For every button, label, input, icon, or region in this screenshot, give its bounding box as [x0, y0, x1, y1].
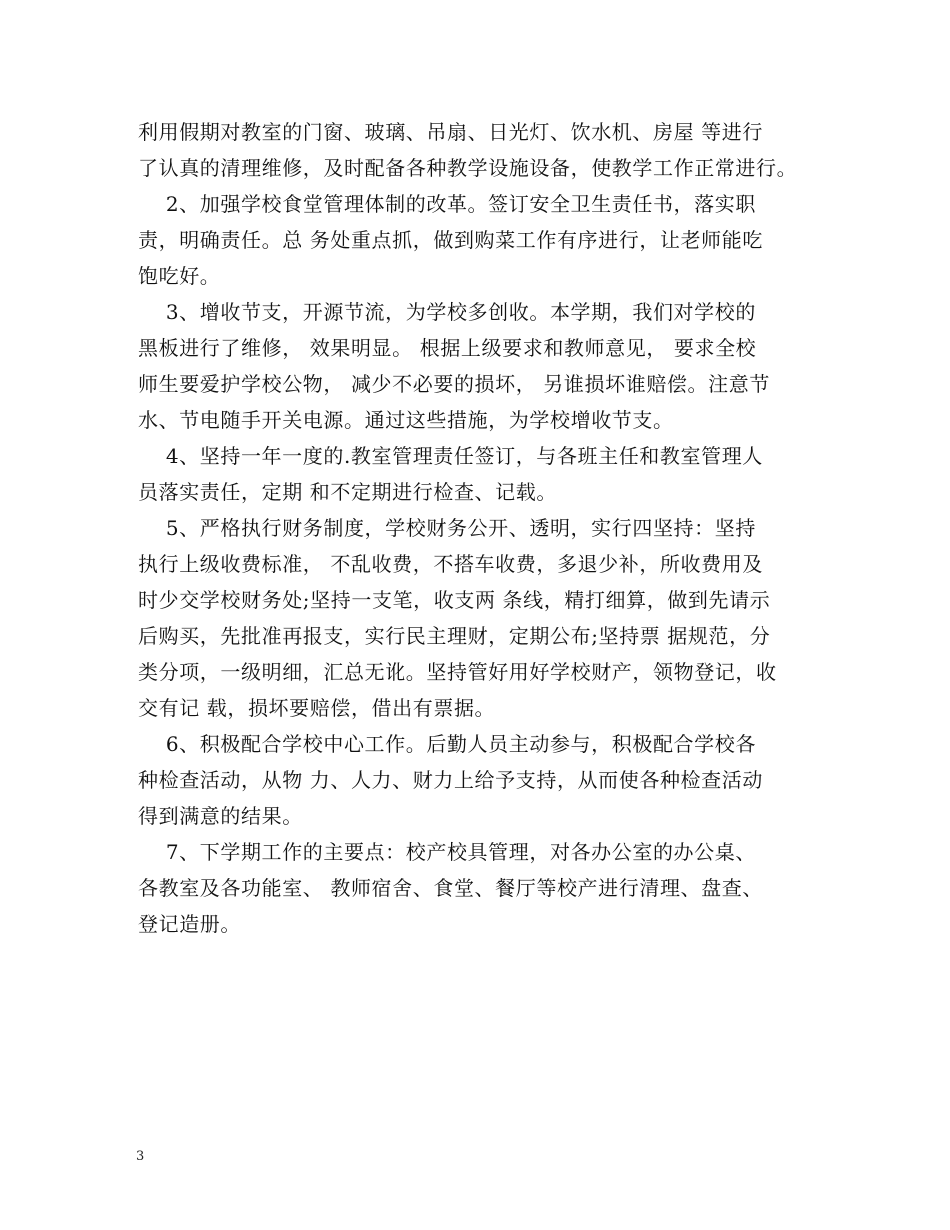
- text-line: 种检查活动，从物 力、人力、财力上给予支持，从而使各种检查活动: [138, 768, 763, 792]
- text-line: 3、增收节支，开源节流，为学校多创收。本学期，我们对学校的: [138, 300, 756, 324]
- text-line: 水、节电随手开关电源。通过这些措施，为学校增收节支。: [138, 408, 674, 432]
- text-line: 得到满意的结果。: [138, 804, 303, 828]
- text-line: 6、积极配合学校中心工作。后勤人员主动参与，积极配合学校各: [138, 732, 756, 756]
- page-number: 3: [136, 1149, 145, 1164]
- text-line: 利用假期对教室的门窗、玻璃、吊扇、日光灯、饮水机、房屋 等进行: [138, 120, 763, 144]
- text-line: 饱吃好。: [138, 264, 221, 288]
- text-line: 登记造册。: [138, 912, 241, 936]
- text-line: 了认真的清理维修，及时配备各种教学设施设备，使教学工作正常进行。: [138, 156, 798, 180]
- text-line: 4、坚持一年一度的.教室管理责任签订，与各班主任和教室管理人: [138, 444, 763, 468]
- text-line: 交有记 载，损坏要赔偿，借出有票据。: [138, 696, 496, 720]
- document-body: [138, 114, 814, 942]
- text-line: 执行上级收费标准， 不乱收费，不搭车收费，多退少补，所收费用及: [138, 552, 763, 576]
- text-line: 各教室及各功能室、 教师宿舍、食堂、餐厅等校产进行清理、盘查、: [138, 876, 763, 900]
- text-line: 后购买，先批准再报支，实行民主理财，定期公布;坚持票 据规范，分: [138, 624, 771, 648]
- text-line: 类分项，一级明细，汇总无讹。坚持管好用好学校财产，领物登记，收: [138, 660, 777, 684]
- text-line: 黑板进行了维修， 效果明显。 根据上级要求和教师意见， 要求全校: [138, 336, 757, 360]
- text-line: 5、严格执行财务制度，学校财务公开、透明，实行四坚持：坚持: [138, 516, 756, 540]
- text-line: 师生要爱护学校公物， 减少不必要的损坏， 另谁损坏谁赔偿。注意节: [138, 372, 770, 396]
- text-line: 员落实责任，定期 和不定期进行检查、记载。: [138, 480, 557, 504]
- text-line: 时少交学校财务处;坚持一支笔，收支两 条线，精打细算，做到先请示: [138, 588, 771, 612]
- text-line: 7、下学期工作的主要点：校产校具管理，对各办公室的办公桌、: [138, 840, 756, 864]
- text-line: 2、加强学校食堂管理体制的改革。签订安全卫生责任书，落实职: [138, 192, 756, 216]
- text-line: 责，明确责任。总 务处重点抓，做到购菜工作有序进行，让老师能吃: [138, 228, 763, 252]
